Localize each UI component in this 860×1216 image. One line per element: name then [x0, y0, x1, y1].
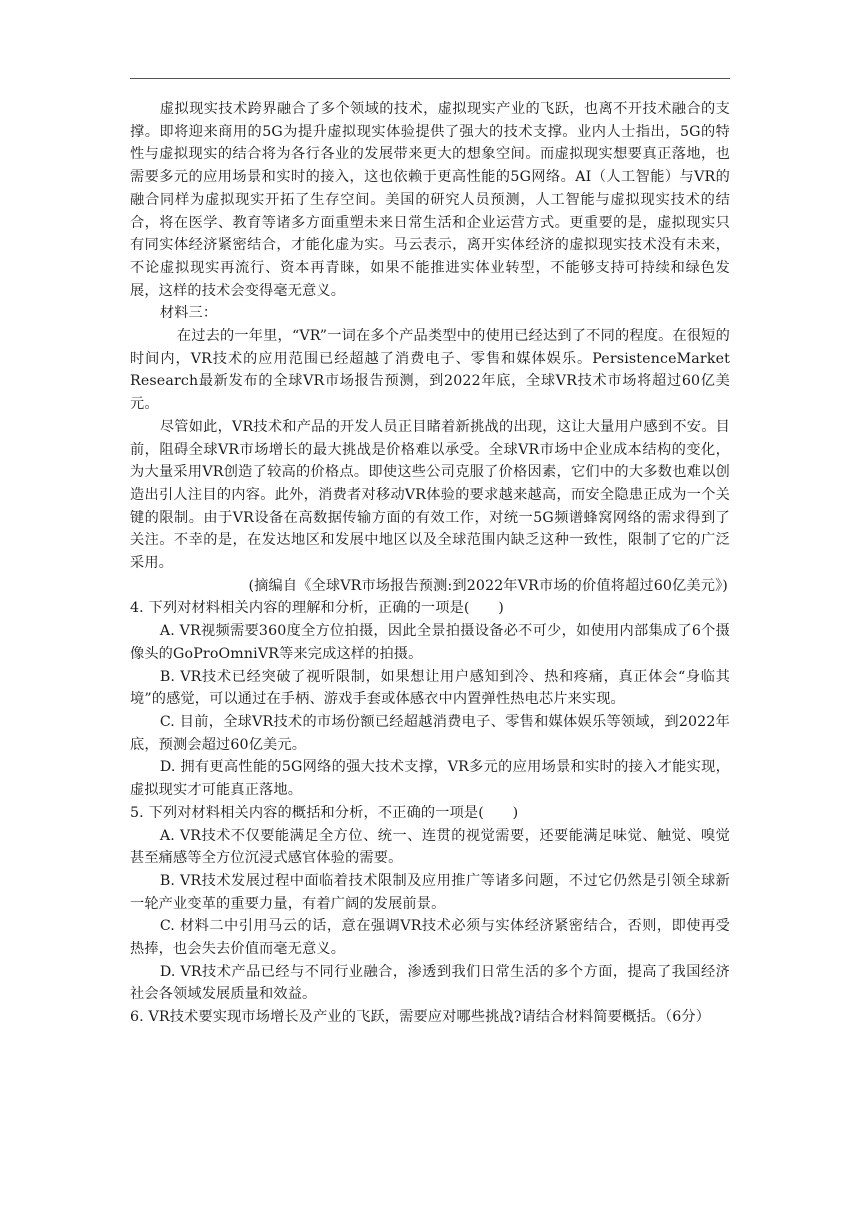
material3-heading: 材料三： — [159, 305, 218, 322]
header-rule — [130, 78, 730, 79]
question-4-option-a: A. VR视频需要360度全方位拍摄，因此全景拍摄设备必不可少，如使用内部集成了6个摄像头的GoProOmniVR等来完成这样的拍摄。 — [130, 623, 730, 662]
question-5-stem: 5. 下列对材料相关内容的概括和分析，不正确的一项是( ) — [130, 804, 519, 821]
question-4-option-c: C. 目前，全球VR技术的市场份额已经超越消费电子、零售和媒体娱乐等领域，到2022年底，预测会超过60亿美元。 — [130, 713, 730, 753]
material3-paragraph-1: 在过去的一年里，“VR”一词在多个产品类型中的使用已经达到了不同的程度。在很短的时间内，VR技术的应用范围已经超越了消费电子、零售和媒体娱乐。PersistenceMarket Research最新发布的全球VR市场报告预测，到2022年底，全球VR技术市场将超过60亿美元。 — [130, 328, 730, 413]
question-5-option-b: B. VR技术发展过程中面临着技术限制及应用推广等诸多问题，不过它仍然是引领全球新一轮产业变革的重要力量，有着广阔的发展前景。 — [130, 872, 730, 912]
question-5-option-d: D. VR技术产品已经与不同行业融合，渗透到我们日常生活的多个方面，提高了我国经济社会各领域发展质量和效益。 — [130, 963, 730, 1003]
question-5-option-a: A. VR技术不仅要能满足全方位、统一、连贯的视觉需要，还要能满足味觉、触觉、嗅觉甚至痛感等全方位沉浸式感官体验的需要。 — [130, 827, 730, 867]
question-5-option-c: C. 材料二中引用马云的话，意在强调VR技术必须与实体经济紧密结合，否则，即使再受热捧，也会失去价值而毫无意义。 — [130, 918, 730, 958]
question-4-stem: 4. 下列对材料相关内容的理解和分析，正确的一项是( ) — [130, 600, 504, 617]
document-body — [130, 98, 730, 1029]
material3-paragraph-2: 尽管如此，VR技术和产品的开发人员正目睹着新挑战的出现，这让大量用户感到不安。目前，阻碍全球VR市场增长的最大挑战是价格难以承受。全球VR市场中企业成本结构的变化，为大量采用VR创造了较高的价格点。即使这些公司克服了价格因素，它们中的大多数也难以创造出引人注目的内容。此外，消费者对移动VR体验的要求越来越高，而安全隐患正成为一个关键的限制。由于VR设备在高数据传输方面的有效工作，对统一5G频谱蜂窝网络的需求得到了关注。不幸的是，在发达地区和发展中地区以及全球范围内缺乏这种一致性，限制了它的广泛采用。 — [130, 418, 730, 572]
question-4-option-b: B. VR技术已经突破了视听限制，如果想让用户感知到冷、热和疼痛，真正体会“身临其境”的感觉，可以通过在手柄、游戏手套或体感衣中内置弹性热电芯片来实现。 — [130, 668, 730, 708]
question-4-option-d: D. 拥有更高性能的5G网络的强大技术支撑，VR多元的应用场景和实时的接入才能实现，虚拟现实才可能真正落地。 — [130, 759, 730, 799]
question-6-stem: 6. VR技术要实现市场增长及产业的飞跃，需要应对哪些挑战?请结合材料简要概括。（6分） — [130, 1009, 711, 1026]
material2-paragraph: 虚拟现实技术跨界融合了多个领域的技术，虚拟现实产业的飞跃，也离不开技术融合的支撑。即将迎来商用的5G为提升虚拟现实体验提供了强大的技术支撑。业内人士指出，5G的特性与虚拟现实的结合将为各行各业的发展带来更大的想象空间。而虚拟现实想要真正落地，也需要多元的应用场景和实时的接入，这也依赖于更高性能的5G网络。AI（人工智能）与VR的融合同样为虚拟现实开拓了生存空间。美国的研究人员预测，人工智能与虚拟现实技术的结合，将在医学、教育等诸多方面重塑未来日常生活和企业运营方式。更重要的是，虚拟现实只有同实体经济紧密结合，才能化虚为实。马云表示，离开实体经济的虚拟现实技术没有未来，不论虚拟现实再流行、资本再青睐，如果不能推进实体业转型，不能够支持可持续和绿色发展，这样的技术会变得毫无意义。 — [130, 101, 730, 299]
material3-source: (摘编自《全球VR市场报告预测:到2022年VR市场的价值将超过60亿美元》) — [248, 577, 728, 594]
